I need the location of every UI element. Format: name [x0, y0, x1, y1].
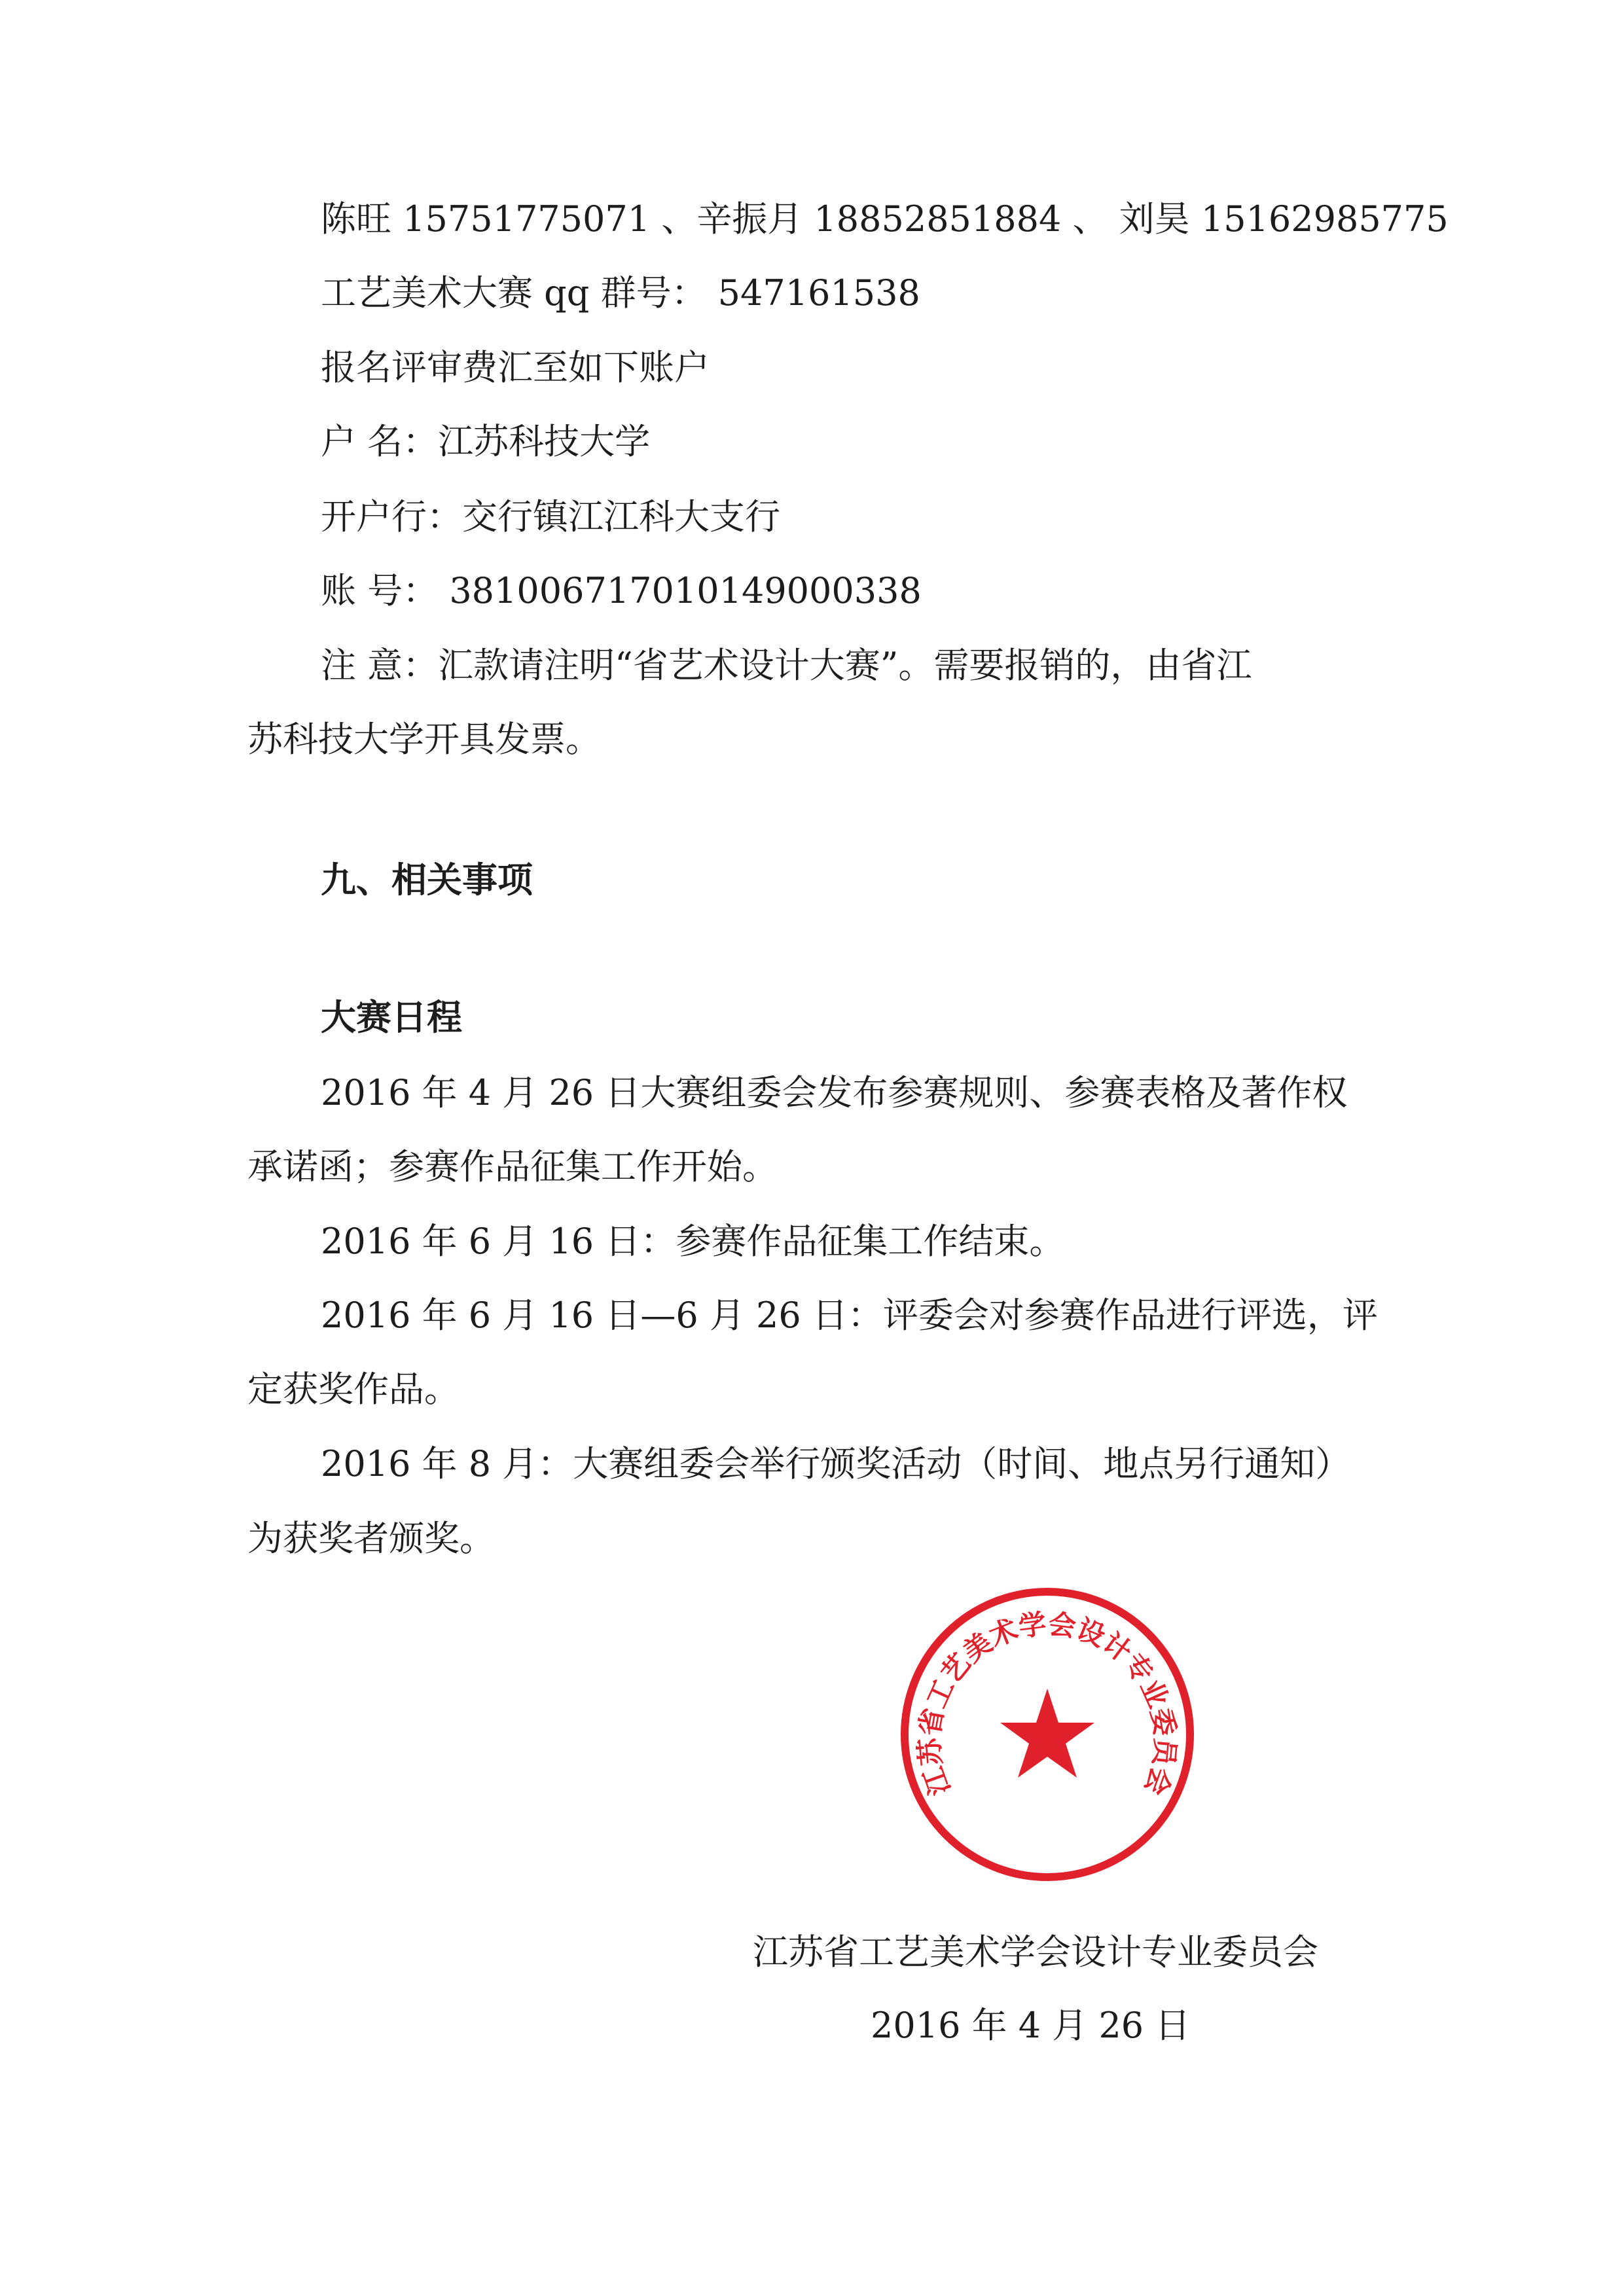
- bank-name: 开户行：交行镇江江科大支行: [321, 496, 780, 537]
- schedule-item1-line2: 承诺函；参赛作品征集工作开始。: [247, 1146, 778, 1187]
- schedule-item2: 2016 年 6 月 16 日：参赛作品征集工作结束。: [321, 1221, 1065, 1262]
- schedule-item3-line1: 2016 年 6 月 16 日—6 月 26 日：评委会对参赛作品进行评选，评: [321, 1295, 1378, 1336]
- payment-intro: 报名评审费汇至如下账户: [321, 347, 710, 388]
- payment-note-line2: 苏科技大学开具发票。: [247, 719, 601, 760]
- payment-note-line1: 注 意：汇款请注明“省艺术设计大赛”。需要报销的，由省江: [321, 645, 1252, 686]
- schedule-item4-line1: 2016 年 8 月：大赛组委会举行颁奖活动（时间、地点另行通知）: [321, 1443, 1351, 1484]
- schedule-item4-line2: 为获奖者颁奖。: [247, 1518, 495, 1559]
- contact-phones: 陈旺 15751775071 、辛振月 18852851884 、 刘昊 15162985775: [321, 198, 1449, 240]
- account-name: 户 名：江苏科技大学: [321, 421, 651, 462]
- official-seal: [897, 1584, 1198, 1885]
- seal-text: 江苏省工艺美术学会设计专业委员会: [912, 1607, 1182, 1800]
- signature-organization: 江苏省工艺美术学会设计专业委员会: [753, 1931, 1318, 1973]
- official-seal-graphic: [897, 1584, 1198, 1885]
- qq-group: 工艺美术大赛 qq 群号： 547161538: [321, 272, 920, 314]
- account-number: 账 号： 381006717010149000338: [321, 570, 922, 611]
- section-heading: 九、相关事项: [321, 859, 533, 901]
- schedule-item1-line1: 2016 年 4 月 26 日大赛组委会发布参赛规则、参赛表格及著作权: [321, 1072, 1348, 1113]
- seal-star-icon: [1000, 1689, 1094, 1778]
- signature-date: 2016 年 4 月 26 日: [871, 2005, 1191, 2046]
- schedule-item3-line2: 定获奖作品。: [247, 1369, 460, 1410]
- schedule-heading: 大赛日程: [321, 997, 462, 1038]
